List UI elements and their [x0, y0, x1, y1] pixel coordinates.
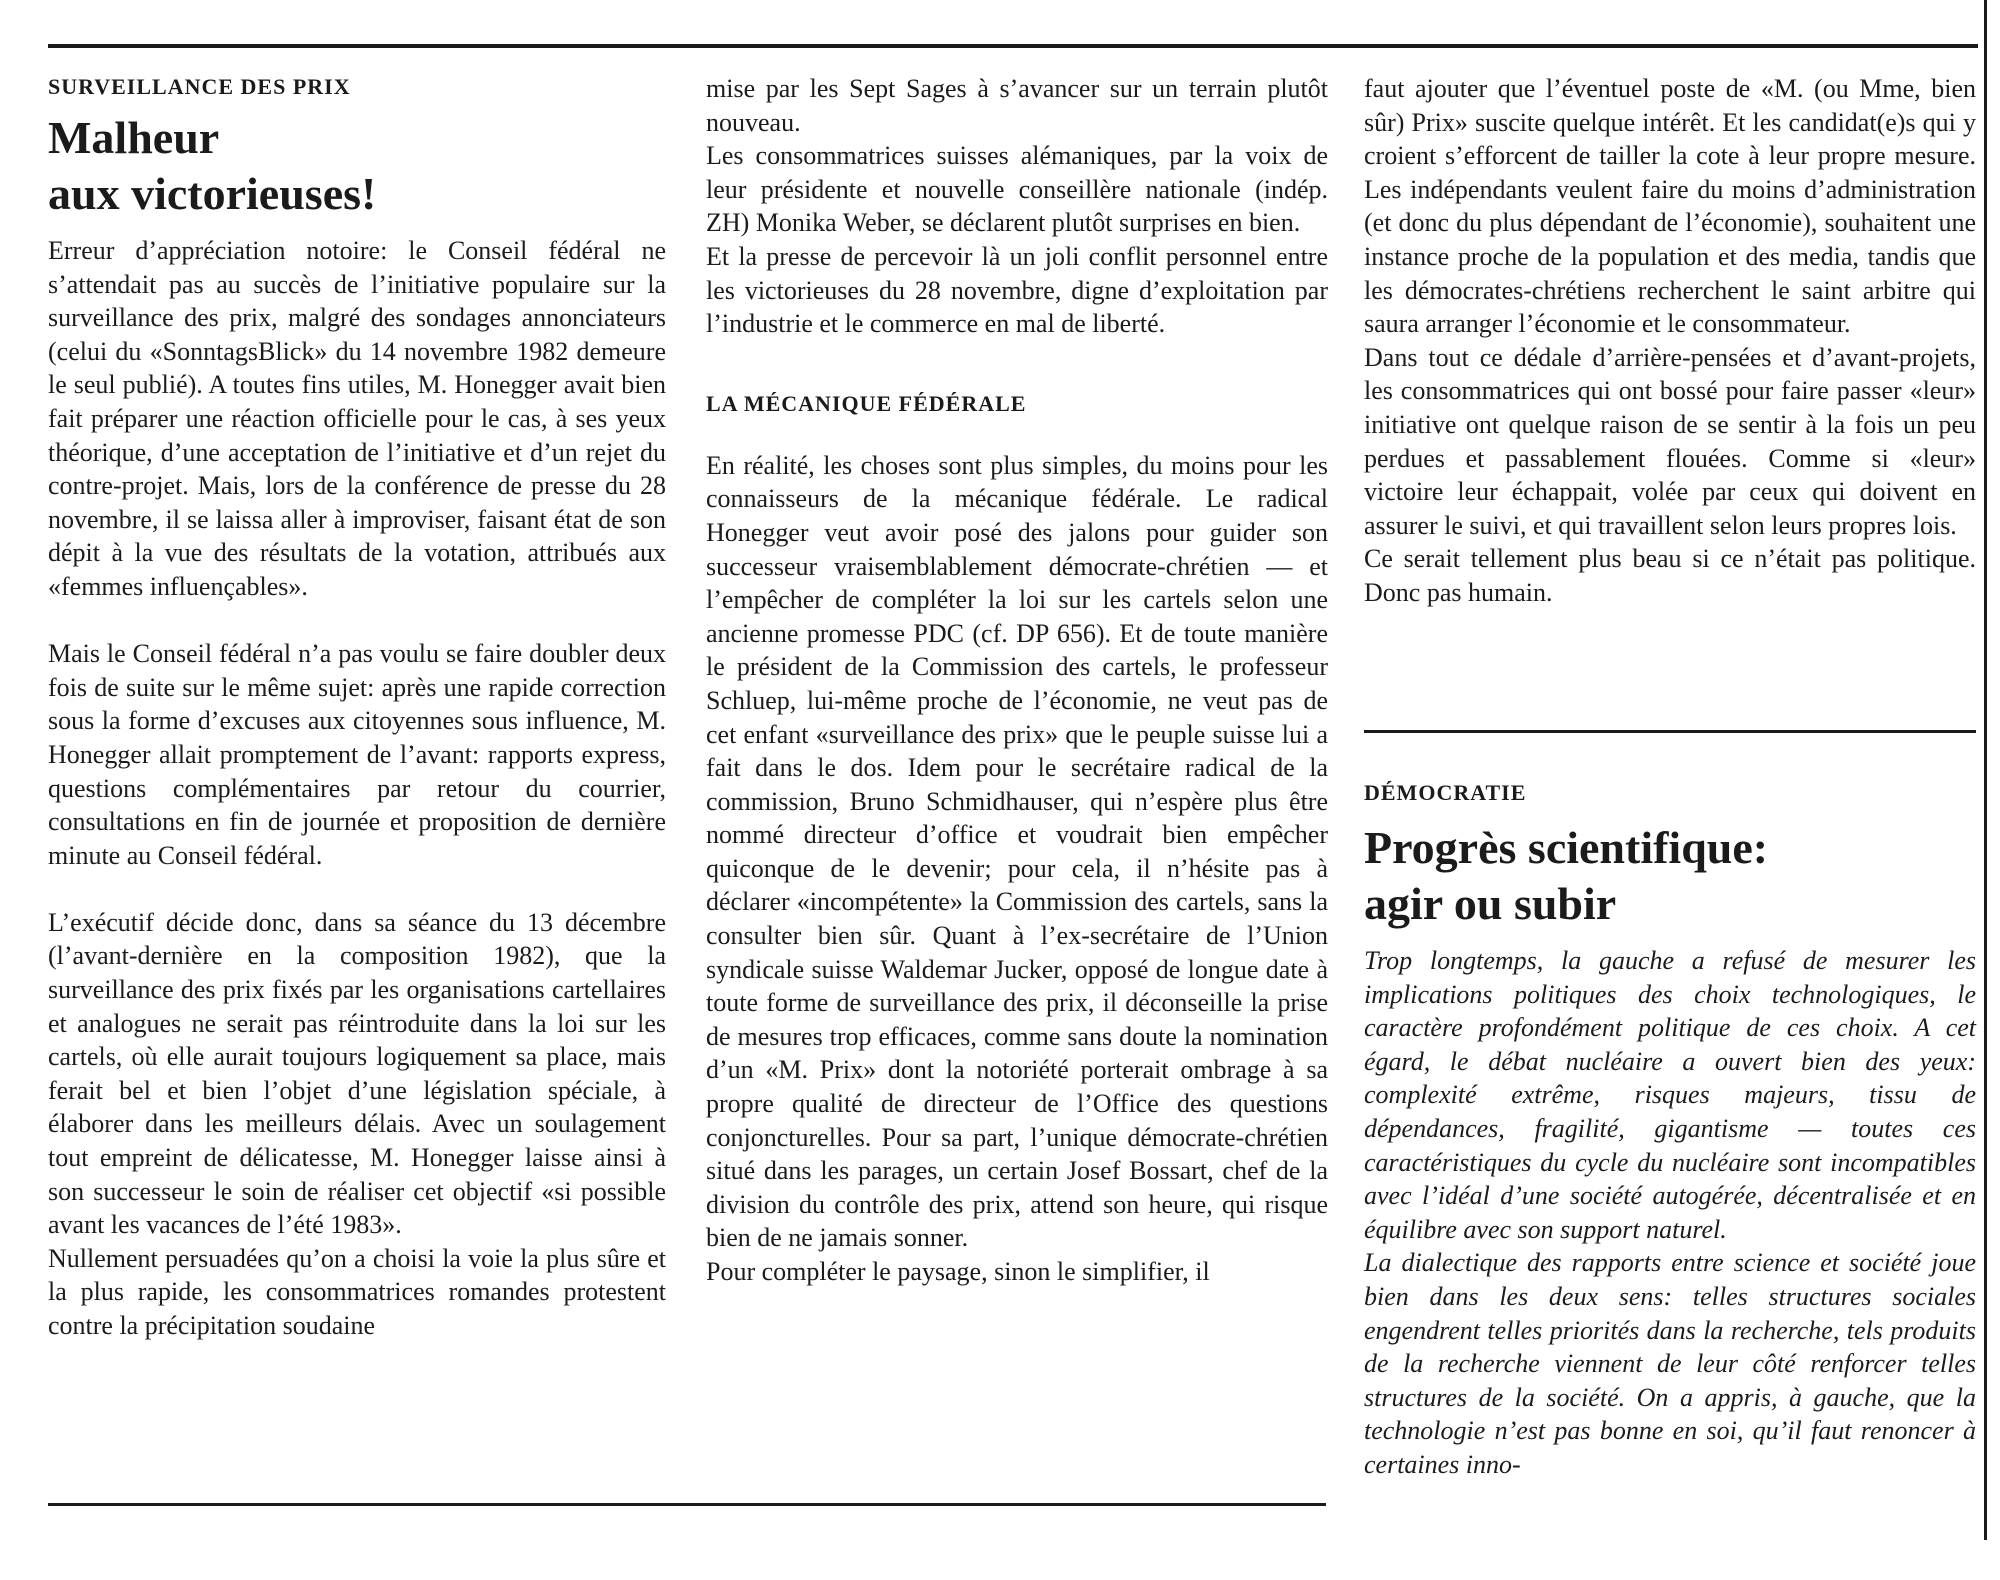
article-paragraph: Nullement persuadées qu’on a choisi la voie la plus sûre et la plus rapide, les consommatrices romandes protestent contre la précipitation soudaine — [48, 1243, 666, 1340]
article-2 — [1364, 778, 1976, 1482]
article-paragraph: Pour compléter le paysage, sinon le simplifier, il — [706, 1257, 1210, 1286]
article-paragraph: faut ajouter que l’éventuel poste de «M. (ou Mme, bien sûr) Prix» suscite quelque intérêt. Et les candidat(e)s qui y croient s’efforcent de tailler la cote à leur propre mesure. Les indépendants veulent faire du moins d’administration (et donc du plus dépendant de l’économie), souhaitent une instance proche de la population et des media, tandis que les démocrates-chrétiens recherchent le saint arbitre qui saura arranger l’économie et le consommateur. — [1364, 74, 1976, 339]
article-2-kicker: DÉMOCRATIE — [1364, 780, 1527, 805]
article-paragraph: Mais le Conseil fédéral n’a pas voulu se faire doubler deux fois de suite sur le même sujet: après une rapide correction sous la forme d’excuses aux citoyennes sous influence, M. Honegger allait promptement de l’avant: rapports express, questions complémentaires par retour du courrier, consultations en fin de journée et proposition de dernière minute au Conseil fédéral. — [48, 639, 666, 870]
section-rule — [1364, 730, 1976, 733]
article-paragraph: Erreur d’appréciation notoire: le Conseil fédéral ne s’attendait pas au succès de l’initiative populaire sur la surveillance des prix, malgré des sondages annonciateurs (celui du «SonntagsBlick» du 14 novembre 1982 demeure le seul publié). A toutes fins utiles, M. Honegger avait bien fait préparer une réaction officielle pour le cas, à ses yeux théorique, d’une acceptation de l’initiative et d’un rejet du contre-projet. Mais, lors de la conférence de presse du 28 novembre, il se laissa aller à improviser, faisant état de son dépit à la vue des résultats de la votation, attribués aux «femmes influençables». — [48, 236, 666, 601]
article-column-3 — [1364, 72, 1976, 610]
article-paragraph: En réalité, les choses sont plus simples, du moins pour les connaisseurs de la mécanique fédérale. Le radical Honegger veut avoir posé des jalons pour guider son successeur vraisemblablement démocrate-chrétien — et l’empêcher de compléter la loi sur les cartels selon une ancienne promesse PDC (cf. DP 656). Et de toute manière le président de la Commission des cartels, le professeur Schluep, lui-même proche de l’économie, ne veut pas de cet enfant «surveillance des prix» que le peuple suisse lui a fait dans le dos. Idem pour le secrétaire radical de la commission, Bruno Schmidhauser, qui n’espère plus être nommé directeur d’office et voudrait bien empêcher quiconque de le devenir; pour cela, il n’hésite pas à déclarer «incompétente» la Commission des cartels, sans la consulter bien sûr. Quant à l’ex-secrétaire de l’Union syndicale suisse Waldemar Jucker, opposé de longue date à toute forme de surveillance des prix, il déconseille la prise de mesures trop efficaces, comme sans doute la nomination d’un «M. Prix» dont la notoriété porterait ombrage à sa propre qualité de directeur de l’Office des questions conjoncturelles. Pour sa part, l’unique démocrate-chrétien situé dans les parages, un certain Josef Bossart, chef de la division du contrôle des prix, attend son heure, qui risque bien de ne jamais sonner. — [706, 450, 1328, 1253]
article-paragraph: Et la presse de percevoir là un joli conflit personnel entre les victorieuses du 28 novembre, digne d’exploitation par l’industrie et le commerce en mal de liberté. — [706, 241, 1328, 339]
article-2-paragraph: Trop longtemps, la gauche a refusé de mesurer les implications politiques des choix technologiques, le caractère profondément politique de ces choix. A cet égard, le débat nucléaire a ouvert bien des yeux: complexité extrême, risques majeurs, tissu de dépendances, fragilité, gigantisme — toutes ces caractéristiques du cycle du nucléaire sont incompatibles avec l’idéal d’une société autogérée, décentralisée et en équilibre avec son support naturel. — [1364, 946, 1976, 1244]
top-rule — [48, 44, 1978, 48]
article-headline: Malheur aux victorieuses! — [48, 112, 377, 219]
bottom-rule — [48, 1503, 1326, 1506]
right-border — [1984, 0, 1987, 1540]
section-subhead: LA MÉCANIQUE FÉDÉRALE — [706, 390, 1027, 416]
article-column-1 — [48, 72, 666, 1343]
article-2-headline: Progrès scientifique: agir ou subir — [1364, 822, 1769, 929]
article-kicker: SURVEILLANCE DES PRIX — [48, 74, 351, 99]
article-column-2 — [706, 72, 1328, 1289]
article-2-paragraph: La dialectique des rapports entre science et société joue bien dans les deux sens: telles structures sociales engendrent telles priorités dans la recherche, tels produits de la recherche viennent de leur côté renforcer telles structures de la société. On a appris, à gauche, que la technologie n’est pas bonne en soi, qu’il faut renoncer à certaines inno- — [1364, 1248, 1976, 1479]
article-paragraph: mise par les Sept Sages à s’avancer sur un terrain plutôt nouveau. — [706, 74, 1328, 137]
article-paragraph: L’exécutif décide donc, dans sa séance du 13 décembre (l’avant-dernière en la composition 1982), que la surveillance des prix fixés par les organisations cartellaires et analogues ne serait pas réintroduite dans la loi sur les cartels, où elle aurait toujours logiquement sa place, mais ferait bel et bien l’objet d’une législation spéciale, à élaborer dans les meilleurs délais. Avec un soulagement tout empreint de délicatesse, M. Honegger laisse ainsi à son successeur le soin de réaliser cet objectif «si possible avant les vacances de l’été 1983». — [48, 907, 666, 1240]
article-paragraph: Ce serait tellement plus beau si ce n’était pas politique. Donc pas humain. — [1364, 544, 1976, 607]
article-paragraph: Dans tout ce dédale d’arrière-pensées et d’avant-projets, les consommatrices qui ont bossé pour faire passer «leur» initiative ont quelque raison de se sentir à la fois un peu perdues et passablement flouées. Comme si «leur» victoire leur échappait, volée par ceux qui doivent en assurer le suivi, et qui travaillent selon leurs propres lois. — [1364, 342, 1976, 540]
article-paragraph: Les consommatrices suisses alémaniques, par la voix de leur présidente et nouvelle conseillère nationale (indép. ZH) Monika Weber, se déclarent plutôt surprises en bien. — [706, 141, 1328, 238]
